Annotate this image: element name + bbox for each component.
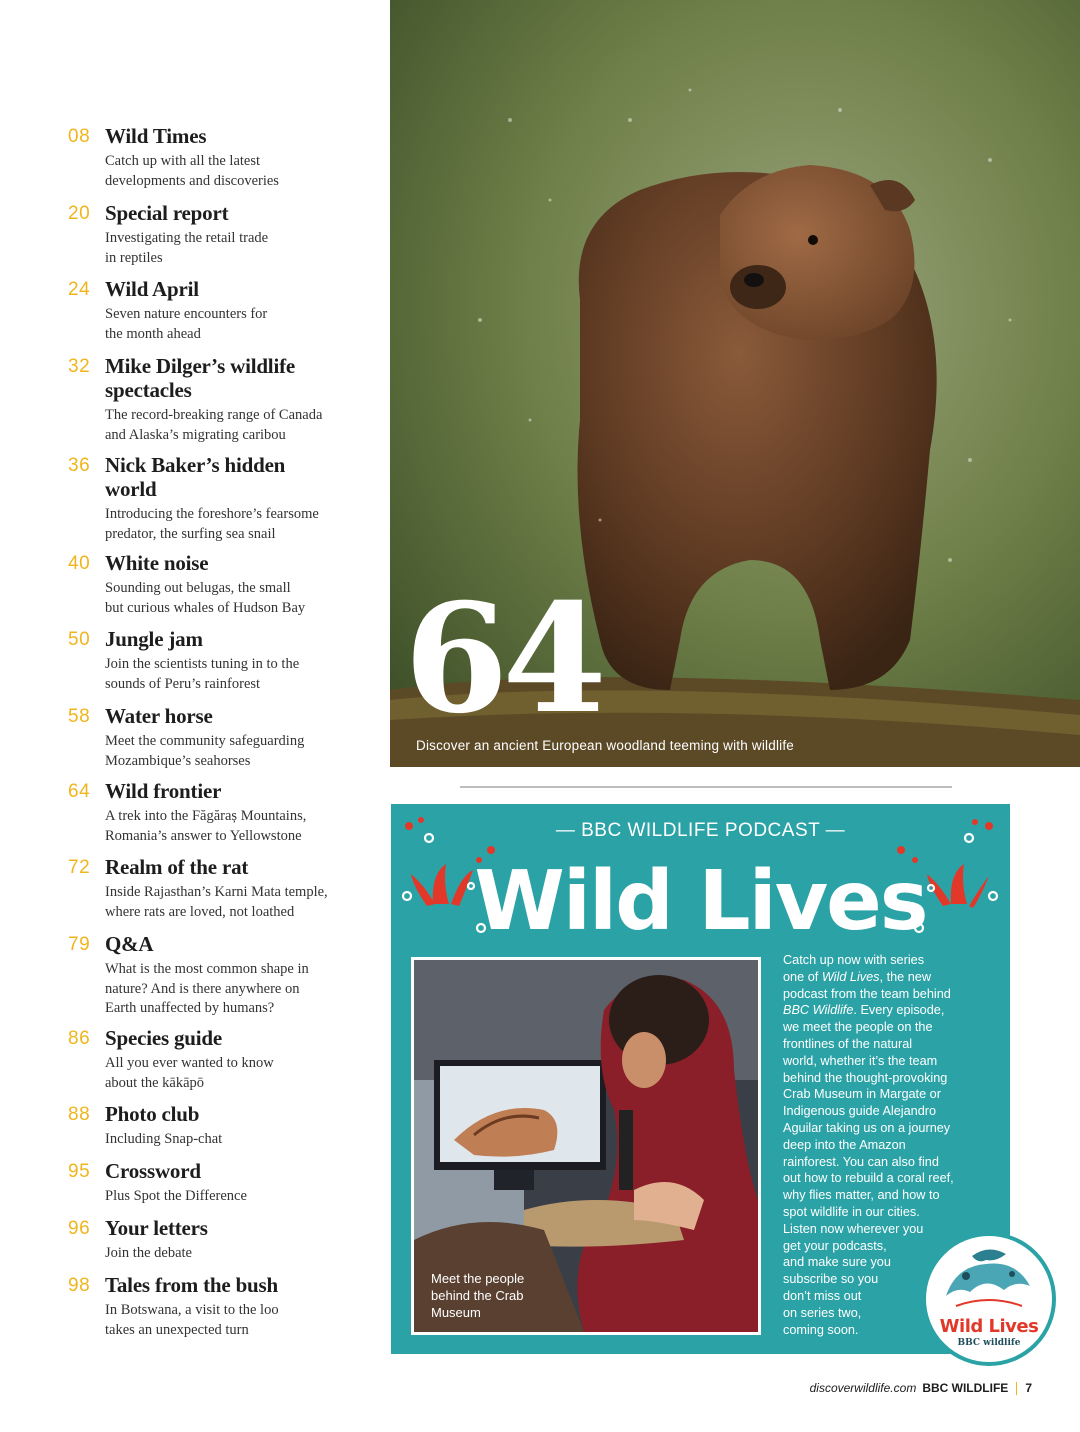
toc-description-line: Investigating the retail trade	[105, 230, 269, 246]
podcast-kicker: — BBC WILDLIFE PODCAST —	[555, 820, 846, 841]
toc-description-line: Earth unaffected by humans?	[105, 1000, 275, 1016]
toc-title: Q&A	[105, 932, 154, 956]
toc-page-number: 08	[68, 126, 91, 147]
toc-description-line: Including Snap-chat	[105, 1131, 223, 1147]
toc-title: Nick Baker’s hidden world	[105, 453, 286, 501]
toc-description-line: predator, the surfing sea snail	[105, 525, 276, 542]
toc-title: Wild April	[105, 277, 199, 301]
podcast-body-line: don’t miss out	[783, 1288, 862, 1303]
toc-description-line: Join the scientists tuning in to the	[105, 656, 300, 672]
toc-description-line: Romania’s answer to Yellowstone	[105, 827, 302, 844]
podcast-body-line: coming soon.	[783, 1322, 859, 1337]
toc-description-line: A trek into the Făgăraș Mountains,	[105, 808, 307, 824]
toc-description-line: What is the most common shape in	[105, 961, 309, 977]
toc-description-line: Sounding out belugas, the small	[105, 580, 291, 596]
toc-page-number: 98	[68, 1275, 91, 1296]
toc-title: Crossword	[105, 1159, 201, 1183]
podcast-body-line: podcast from the team behind	[783, 986, 951, 1001]
toc-title: Your letters	[105, 1216, 208, 1240]
toc-description-line: The record-breaking range of Canada	[105, 407, 323, 423]
hero-page-number: 64	[404, 571, 601, 747]
toc-page-number: 86	[68, 1028, 91, 1049]
podcast-body-line: frontlines of the natural	[783, 1036, 913, 1051]
podcast-panel	[391, 804, 1039, 1354]
podcast-body-line: on series two,	[783, 1305, 862, 1320]
podcast-body-line: get your podcasts,	[783, 1238, 887, 1253]
toc-description-line: Plus Spot the Difference	[105, 1188, 247, 1204]
toc-title: Jungle jam	[105, 627, 203, 651]
toc-page-number: 40	[68, 553, 91, 574]
podcast-body-line: subscribe so you	[783, 1272, 879, 1287]
toc-description-line: the month ahead	[105, 325, 201, 342]
podcast-body-line: spot wildlife in our cities.	[783, 1204, 920, 1219]
toc-title: Water horse	[105, 704, 213, 728]
podcast-body-line: out how to rebuild a coral reef,	[783, 1171, 954, 1186]
hero-caption: Discover an ancient European woodland teeming with wildlife	[416, 738, 795, 753]
podcast-body-line: deep into the Amazon	[783, 1137, 906, 1152]
podcast-title: Wild Lives	[474, 854, 927, 949]
podcast-photo-caption: Meet the people behind the Crab Museum	[431, 1271, 525, 1320]
toc-title: Mike Dilger’s wildlife spectacles	[105, 354, 295, 402]
toc-description-line: Meet the community safeguarding	[105, 733, 305, 749]
toc-description-line: nature? And is there anywhere on	[105, 980, 300, 997]
podcast-body-line: one of Wild Lives, the new	[783, 969, 932, 984]
podcast-body-line: why flies matter, and how to	[783, 1188, 940, 1203]
toc-page-number: 50	[68, 629, 91, 650]
podcast-body-line: world, whether it’s the team	[783, 1053, 938, 1068]
page-footer	[810, 1381, 1032, 1395]
footer-separator	[1016, 1382, 1017, 1395]
toc-page-number: 95	[68, 1161, 91, 1182]
toc-page-number: 36	[68, 455, 91, 476]
toc-description-line: In Botswana, a visit to the loo	[105, 1302, 279, 1318]
toc-title: Special report	[105, 201, 229, 225]
toc-title: Realm of the rat	[105, 855, 249, 879]
toc-description-line: and Alaska’s migrating caribou	[105, 426, 286, 443]
podcast-body-line: and make sure you	[783, 1255, 891, 1270]
podcast-body-line: behind the thought-provoking	[783, 1070, 948, 1085]
badge-title: Wild Lives	[939, 1316, 1039, 1337]
toc-description-line: Mozambique’s seahorses	[105, 752, 251, 769]
footer-url[interactable]: discoverwildlife.com	[809, 1381, 917, 1395]
toc-page-number: 24	[68, 279, 91, 300]
divider	[460, 786, 952, 788]
toc-description-line: where rats are loved, not loathed	[105, 903, 295, 920]
toc-page-number: 79	[68, 934, 91, 955]
toc-description-line: All you ever wanted to know	[105, 1055, 274, 1071]
toc-description-line: sounds of Peru’s rainforest	[105, 675, 261, 692]
footer-brand: BBC WILDLIFE	[922, 1381, 1009, 1395]
toc-title: Tales from the bush	[105, 1273, 278, 1297]
toc-page-number: 32	[68, 356, 91, 377]
toc-page-number: 58	[68, 706, 91, 727]
toc-description-line: developments and discoveries	[105, 172, 279, 189]
toc-description-line: about the kākāpō	[105, 1074, 205, 1091]
badge-brand: BBC wildlife	[957, 1338, 1021, 1348]
toc-description-line: but curious whales of Hudson Bay	[105, 599, 306, 616]
podcast-body-line: Catch up now with series	[783, 953, 925, 967]
toc-title: Wild Times	[105, 124, 207, 148]
toc-title: Species guide	[105, 1026, 222, 1050]
podcast-badge	[922, 1232, 1056, 1366]
toc-page-number: 72	[68, 857, 91, 878]
toc-description-line: Inside Rajasthan’s Karni Mata temple,	[105, 884, 328, 900]
toc-title: Wild frontier	[105, 779, 222, 803]
podcast-body-line: Listen now wherever you	[783, 1221, 924, 1236]
podcast-body-line: rainforest. You can also find	[783, 1154, 939, 1169]
podcast-body-line: Indigenous guide Alejandro	[783, 1104, 937, 1119]
toc-description-line: Join the debate	[105, 1245, 192, 1261]
toc-title: White noise	[105, 551, 209, 575]
toc-description-line: Introducing the foreshore’s fearsome	[105, 506, 319, 522]
toc-description-line: in reptiles	[105, 249, 163, 266]
toc-page-number: 88	[68, 1104, 91, 1125]
podcast-body-line: Aguilar taking us on a journey	[783, 1120, 951, 1135]
badge-animals-icon	[926, 1236, 1052, 1316]
toc-page-number: 96	[68, 1218, 91, 1239]
podcast-body-line: BBC Wildlife. Every episode,	[783, 1003, 945, 1018]
toc-page-number: 20	[68, 203, 91, 224]
toc-page-number: 64	[68, 781, 91, 802]
toc-description-line: takes an unexpected turn	[105, 1321, 249, 1338]
footer-page-number: 7	[1025, 1381, 1032, 1395]
toc-description-line: Seven nature encounters for	[105, 306, 268, 322]
podcast-photo	[411, 957, 761, 1335]
toc-description-line: Catch up with all the latest	[105, 153, 261, 169]
podcast-body-line: we meet the people on the	[783, 1020, 933, 1035]
podcast-body-line: Crab Museum in Margate or	[783, 1087, 941, 1102]
toc-title: Photo club	[105, 1102, 200, 1126]
hero-photo	[390, 0, 1080, 767]
